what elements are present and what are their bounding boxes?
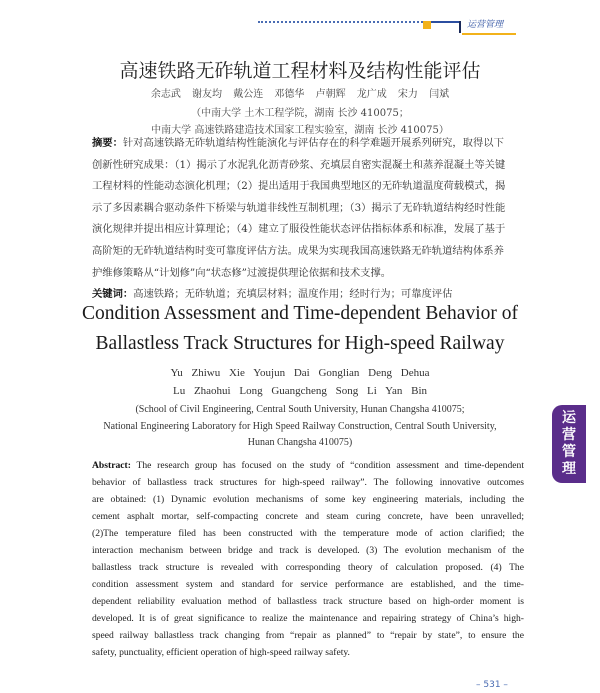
- abstract-line: 创新性研究成果：（1）揭示了水泥乳化沥青砂浆、充填层自密实混凝土和蒸养混凝土等关键: [92, 158, 506, 171]
- abstract-line: The research group has focused on the study of “condition assessment and time-dependent: [130, 460, 524, 471]
- abstract-line: 护维修策略从“计划修”向“状态修”过渡提供理论依据和技术支撑。: [92, 266, 392, 279]
- abstract-line: 演化规律并提出相应计算理论；（4）建立了服役性能状态评估指标体系和标准，发展了基于: [92, 223, 506, 236]
- tab-char: 营: [562, 427, 576, 443]
- abstract-line: dependent reliability evaluation method of ballastless track structure based on high-order moment is: [92, 596, 524, 607]
- abstract-line: cement asphalt mortar, self-compacting concrete and steam curing concrete, have been unravelled;: [92, 511, 524, 522]
- abstract-line: behavior of ballastless track structures for high-speed railway”. The following innovative outcomes: [92, 477, 524, 488]
- english-authors-line-1: Yu Zhiwu Xie Youjun Dai Gonglian Deng Dehua: [170, 367, 430, 379]
- english-abstract: [92, 457, 524, 661]
- header-dotted-rule: [258, 21, 423, 23]
- keywords-label: 关键词：: [92, 288, 134, 301]
- abstract-line: ballastless track structure is revealed with corresponding theory of calculation proposed. (4) The: [92, 562, 524, 573]
- section-label: 运营管理: [467, 20, 504, 30]
- english-title-line-2: Ballastless Track Structures for High-speed Railway: [95, 333, 505, 354]
- header-underline: [462, 33, 516, 35]
- abstract-line: 针对高速铁路无砟轨道结构性能演化与评估存在的科学难题开展系列研究，取得以下: [122, 137, 504, 149]
- page-number: – 531 –: [476, 680, 508, 690]
- tab-char: 管: [562, 444, 576, 460]
- chinese-title: 高速铁路无砟轨道工程材料及结构性能评估: [119, 60, 481, 82]
- tab-char: 运: [562, 410, 576, 426]
- header-rule: [431, 21, 461, 23]
- abstract-line: are obtained: (1) Dynamic evolution mechanisms of some key engineering materials, including the: [92, 494, 524, 505]
- tab-char: 理: [562, 461, 576, 477]
- abstract-line: (2)The temperature filed has been constructed with the temperature mode of action clarified; the: [92, 528, 524, 539]
- chinese-authors: 余志武 谢友均 戴公连 邓德华 卢朝辉 龙广成 宋力 闫斌: [150, 89, 450, 100]
- abstract-label: Abstract:: [92, 460, 131, 471]
- abstract-line: safety, punctuality, efficient operation of high-speed railway safety.: [92, 647, 350, 658]
- chinese-abstract: [92, 133, 522, 306]
- abstract-line: developed. It is of great significance to realize the maintenance and repairing strategy of China’s high-: [92, 613, 524, 624]
- header-square-mark: [423, 21, 431, 29]
- abstract-line: speed railway ballastless track changing from “repair as planned” to “repair by state”, to ensure the: [92, 630, 524, 641]
- english-title-line-1: Condition Assessment and Time-dependent Behavior of: [81, 303, 518, 324]
- keywords: 高速铁路；无砟轨道；充填层材料；温度作用；经时行为；可靠度评估: [133, 288, 453, 301]
- english-affiliation-2: National Engineering Laboratory for High Speed Railway Construction, Central South University,: [103, 421, 497, 432]
- abstract-line: condition assessment system and standard for service performance are established, and the time-: [92, 579, 524, 590]
- english-affiliation-1: (School of Civil Engineering, Central South University, Hunan Changsha 410075;: [135, 404, 465, 415]
- abstract-line: 工程材料的性能动态演化机理；（2）提出适用于我国典型地区的无砟轨道温度荷载模式，揭: [92, 180, 506, 193]
- english-authors-line-2: Lu Zhaohui Long Guangcheng Song Li Yan Bin: [172, 385, 428, 397]
- chinese-affiliation-1: （中南大学 土木工程学院，湖南 长沙 410075；: [191, 108, 409, 119]
- abstract-line: interaction mechanism between bridge and track is developed. (3) The evolution mechanism of the: [92, 545, 524, 556]
- chinese-affiliation-2: 中南大学 高速铁路建造技术国家工程实验室，湖南 长沙 410075）: [151, 125, 449, 136]
- english-affiliation-3: Hunan Changsha 410075): [247, 437, 353, 448]
- abstract-line: 示了多因素耦合驱动条件下桥梁与轨道非线性互制机理；（3）揭示了无砟轨道结构经时性能: [92, 201, 506, 214]
- abstract-label: 摘要：: [92, 137, 123, 149]
- abstract-line: 高阶矩的无砟轨道结构时变可靠度评估方法。成果为实现我国高速铁路无砟轨道结构体系养: [92, 244, 504, 257]
- header-bracket: [459, 21, 461, 33]
- section-side-tab: [552, 405, 586, 483]
